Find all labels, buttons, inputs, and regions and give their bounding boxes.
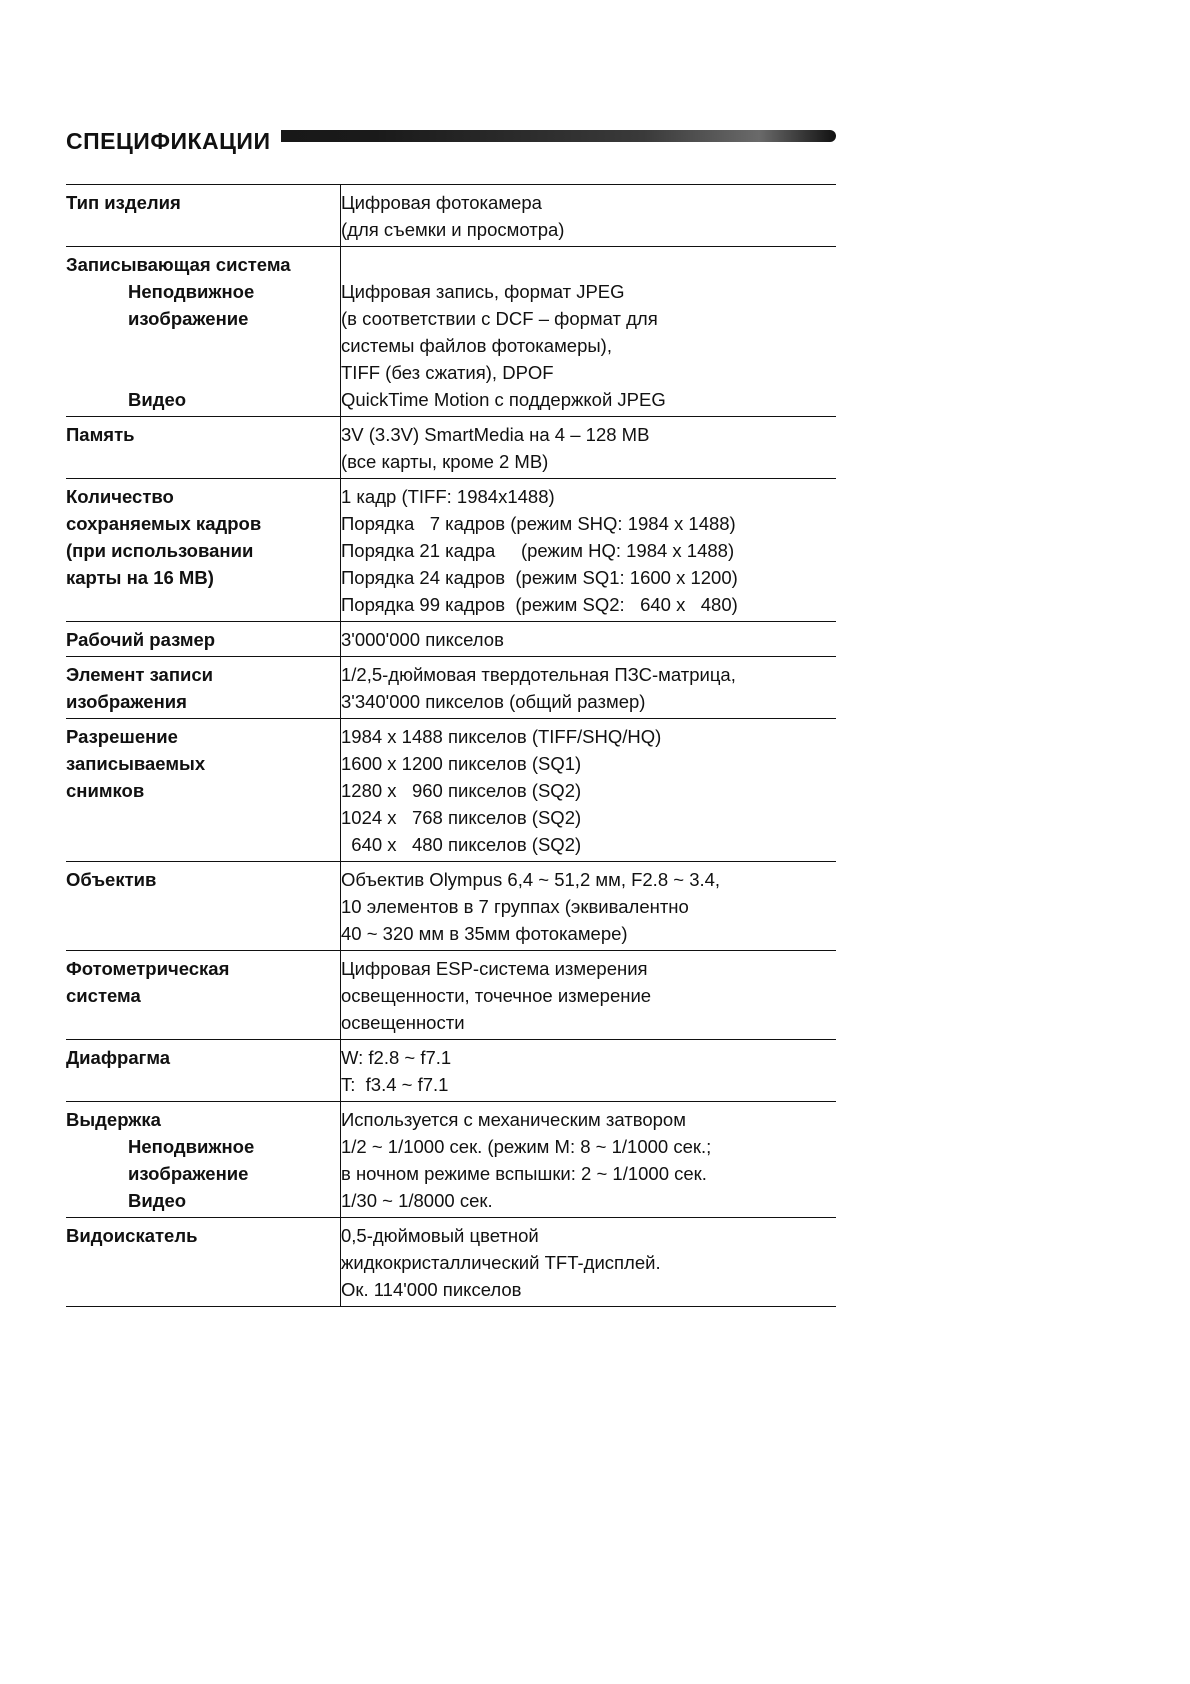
spec-value-line: 3'340'000 пикселов (общий размер) xyxy=(341,691,646,712)
spec-label xyxy=(66,951,341,1040)
spec-label xyxy=(66,247,341,417)
spec-label-line: Разрешение xyxy=(66,726,178,747)
spec-value-line: 1600 x 1200 пикселов (SQ1) xyxy=(341,753,582,774)
spec-value xyxy=(341,622,837,657)
spec-value xyxy=(341,657,837,719)
spec-label-line: Количество xyxy=(66,486,174,507)
spec-label xyxy=(66,479,341,622)
spec-value-line: Ок. 114'000 пикселов xyxy=(341,1279,522,1300)
spec-label xyxy=(66,417,341,479)
spec-row xyxy=(66,622,836,657)
spec-row xyxy=(66,657,836,719)
spec-sublabel-line: Неподвижное xyxy=(128,281,255,302)
spec-label xyxy=(66,1102,341,1218)
spec-value-line: 3'000'000 пикселов xyxy=(341,629,504,650)
spec-value-line: освещенности xyxy=(341,1012,465,1033)
spec-value-line: системы файлов фотокамеры), xyxy=(341,335,612,356)
spec-value-line: Используется с механическим затвором xyxy=(341,1109,686,1130)
spec-label xyxy=(66,622,341,657)
spec-value-line: Порядка 24 кадров (режим SQ1: 1600 x 1200) xyxy=(341,567,738,588)
spec-value-line: 1280 x 960 пикселов (SQ2) xyxy=(341,780,582,801)
spec-value xyxy=(341,247,837,417)
spec-label xyxy=(66,657,341,719)
spec-sublabel-line: Видео xyxy=(128,389,187,410)
spec-value xyxy=(341,862,837,951)
spec-value-line: TIFF (без сжатия), DPOF xyxy=(341,362,554,383)
spec-label-line: снимков xyxy=(66,780,145,801)
spec-sublabel-line: Неподвижное xyxy=(128,1136,255,1157)
spec-value-line: 3V (3.3V) SmartMedia на 4 – 128 MB xyxy=(341,424,650,445)
spec-value-line: 0,5-дюймовый цветной xyxy=(341,1225,539,1246)
spec-value-line: 1 кадр (TIFF: 1984x1488) xyxy=(341,486,555,507)
spec-value xyxy=(341,479,837,622)
spec-value-line: Цифровая запись, формат JPEG xyxy=(341,281,625,302)
spec-label-line: Выдержка xyxy=(66,1109,161,1130)
spec-value-line: QuickTime Motion с поддержкой JPEG xyxy=(341,389,666,410)
spec-row xyxy=(66,1218,836,1307)
spec-value-line xyxy=(341,251,836,278)
spec-value-line: Порядка 21 кадра (режим HQ: 1984 x 1488) xyxy=(341,540,735,561)
spec-value-line: 10 элементов в 7 группах (эквивалентно xyxy=(341,896,689,917)
spec-sublabel-line: Видео xyxy=(128,1190,187,1211)
spec-value-line: Цифровая фотокамера xyxy=(341,192,542,213)
spec-value-line: (в соответствии с DCF – формат для xyxy=(341,308,658,329)
spec-label-line: Тип изделия xyxy=(66,192,181,213)
spec-label xyxy=(66,862,341,951)
spec-value-line: в ночном режиме вспышки: 2 ~ 1/1000 сек. xyxy=(341,1163,707,1184)
spec-label xyxy=(66,185,341,247)
spec-label-line: Элемент записи xyxy=(66,664,214,685)
spec-value xyxy=(341,417,837,479)
spec-value-line: 1/2 ~ 1/1000 сек. (режим M: 8 ~ 1/1000 сек.; xyxy=(341,1136,712,1157)
spec-value-line: Порядка 7 кадров (режим SHQ: 1984 x 1488) xyxy=(341,513,736,534)
spec-value xyxy=(341,1218,837,1307)
spec-value-line: Цифровая ESP-система измерения xyxy=(341,958,648,979)
spec-row xyxy=(66,719,836,862)
spec-value-line: 40 ~ 320 мм в 35мм фотокамере) xyxy=(341,923,628,944)
spec-value-line: жидкокристаллический TFT-дисплей. xyxy=(341,1252,661,1273)
spec-label-line: Фотометрическая xyxy=(66,958,230,979)
spec-sublabel-line: изображение xyxy=(128,308,249,329)
spec-label-line: изображения xyxy=(66,691,187,712)
spec-value xyxy=(341,951,837,1040)
spec-value xyxy=(341,719,837,862)
spec-row xyxy=(66,951,836,1040)
spec-row xyxy=(66,479,836,622)
spec-value-line: 1/2,5-дюймовая твердотельная ПЗС-матрица, xyxy=(341,664,736,685)
spec-label-line: Видоискатель xyxy=(66,1225,198,1246)
spec-value-line: 1984 x 1488 пикселов (TIFF/SHQ/HQ) xyxy=(341,726,662,747)
spec-label-line: Объектив xyxy=(66,869,157,890)
spec-label-line: записываемых xyxy=(66,753,206,774)
spec-sublabel-line xyxy=(66,359,340,386)
spec-row xyxy=(66,417,836,479)
spec-label-line: (при использовании xyxy=(66,540,254,561)
spec-row xyxy=(66,247,836,417)
spec-row xyxy=(66,862,836,951)
spec-row xyxy=(66,1102,836,1218)
spec-value-line: Объектив Olympus 6,4 ~ 51,2 мм, F2.8 ~ 3.4, xyxy=(341,869,721,890)
spec-value-line: Порядка 99 кадров (режим SQ2: 640 x 480) xyxy=(341,594,738,615)
spec-label-line: сохраняемых кадров xyxy=(66,513,262,534)
spec-label xyxy=(66,1218,341,1307)
spec-sublabel-line xyxy=(66,332,340,359)
spec-label xyxy=(66,1040,341,1102)
spec-label-line: Память xyxy=(66,424,135,445)
spec-row xyxy=(66,1040,836,1102)
spec-value xyxy=(341,185,837,247)
spec-value-line: W: f2.8 ~ f7.1 xyxy=(341,1047,452,1068)
spec-label-line: система xyxy=(66,985,141,1006)
spec-value-line: (для съемки и просмотра) xyxy=(341,219,565,240)
spec-label-line: карты на 16 MB) xyxy=(66,567,214,588)
spec-sublabel-line: изображение xyxy=(128,1163,249,1184)
spec-row xyxy=(66,185,836,247)
spec-value-line: освещенности, точечное измерение xyxy=(341,985,652,1006)
spec-value-line: (все карты, кроме 2 MB) xyxy=(341,451,549,472)
spec-value-line: 1024 x 768 пикселов (SQ2) xyxy=(341,807,582,828)
spec-label xyxy=(66,719,341,862)
spec-page xyxy=(66,118,836,1307)
spec-value-line: 640 x 480 пикселов (SQ2) xyxy=(341,834,582,855)
spec-value-line: 1/30 ~ 1/8000 сек. xyxy=(341,1190,493,1211)
title-block xyxy=(66,118,836,158)
spec-value-line: T: f3.4 ~ f7.1 xyxy=(341,1074,449,1095)
spec-label-line: Диафрагма xyxy=(66,1047,171,1068)
spec-value xyxy=(341,1040,837,1102)
page-title: СПЕЦИФИКАЦИИ xyxy=(66,126,281,156)
spec-label-line: Рабочий размер xyxy=(66,629,216,650)
spec-table xyxy=(66,184,836,1307)
spec-label-line: Записывающая система xyxy=(66,254,291,275)
spec-value xyxy=(341,1102,837,1218)
